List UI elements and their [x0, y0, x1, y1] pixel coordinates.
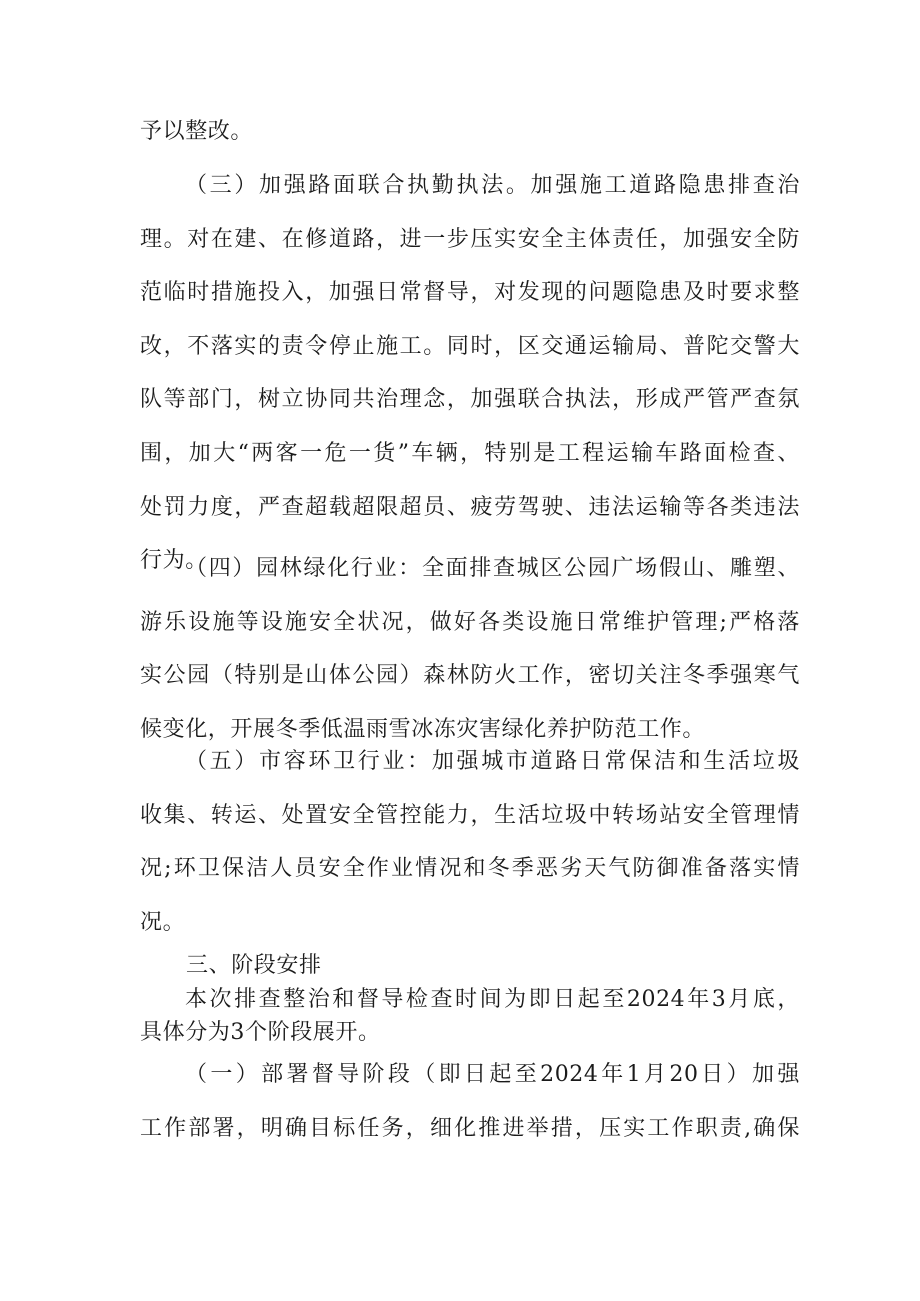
- paragraph-section-3-intro: [140, 983, 800, 1049]
- text-line: 实公园（特别是山体公园）森林防火工作，密切关注冬季强寒气: [140, 663, 800, 689]
- text-line: 游乐设施等设施安全状况，做好各类设施日常维护管理;严格落: [140, 609, 800, 635]
- text-line: 理。对在建、在修道路，进一步压实安全主体责任，加强安全防: [140, 226, 800, 252]
- text-line: 围，加大“两客一危一货”车辆，特别是工程运输车路面检查、: [140, 440, 800, 466]
- text-line: 范临时措施投入，加强日常督导，对发现的问题隐患及时要求整: [140, 280, 800, 306]
- text-line: 候变化，开展冬季低温雨雪冰冻灾害绿化养护防范工作。: [140, 716, 706, 742]
- text-line: 本次排查整治和督导检查时间为即日起至2024年3月底，: [185, 987, 800, 1012]
- text-line: 改，不落实的责令停止施工。同时，区交通运输局、普陀交警大: [140, 333, 800, 359]
- text-line: （五）市容环卫行业：加强城市道路日常保洁和生活垃圾: [185, 749, 800, 774]
- text-line: （四）园林绿化行业：全面排查城区公园广场假山、雕塑、: [185, 556, 800, 581]
- paragraph-continuation: [140, 105, 800, 159]
- paragraph-item-3: [140, 159, 800, 588]
- text-line: 处罚力度，严查超载超限超员、疲劳驾驶、违法运输等各类违法: [140, 494, 800, 520]
- text-line: 收集、转运、处置安全管控能力，生活垃圾中转场站安全管理情: [140, 802, 800, 828]
- text-line: 况;环卫保洁人员安全作业情况和冬季恶劣天气防御准备落实情: [140, 856, 800, 882]
- paragraph-item-4: [140, 542, 800, 756]
- section-heading: 三、阶段安排: [186, 953, 322, 978]
- paragraph-item-5: [140, 735, 800, 949]
- text-line: （三）加强路面联合执勤执法。加强施工道路隐患排查治: [185, 173, 800, 198]
- text-line: 况。: [140, 909, 186, 935]
- text-line: （一）部署督导阶段（即日起至2024年1月20日）加强: [185, 1062, 800, 1087]
- text-line: 队等部门，树立协同共治理念，加强联合执法，形成严管严查氛: [140, 387, 800, 413]
- text-line: 工作部署，明确目标任务，细化推进举措，压实工作职责,确保: [140, 1115, 800, 1141]
- text-line: 具体分为3个阶段展开。: [140, 1020, 381, 1045]
- text-line: 予以整改。: [140, 119, 254, 144]
- paragraph-phase-1: [140, 1048, 800, 1155]
- text-line: 行为。: [140, 548, 208, 574]
